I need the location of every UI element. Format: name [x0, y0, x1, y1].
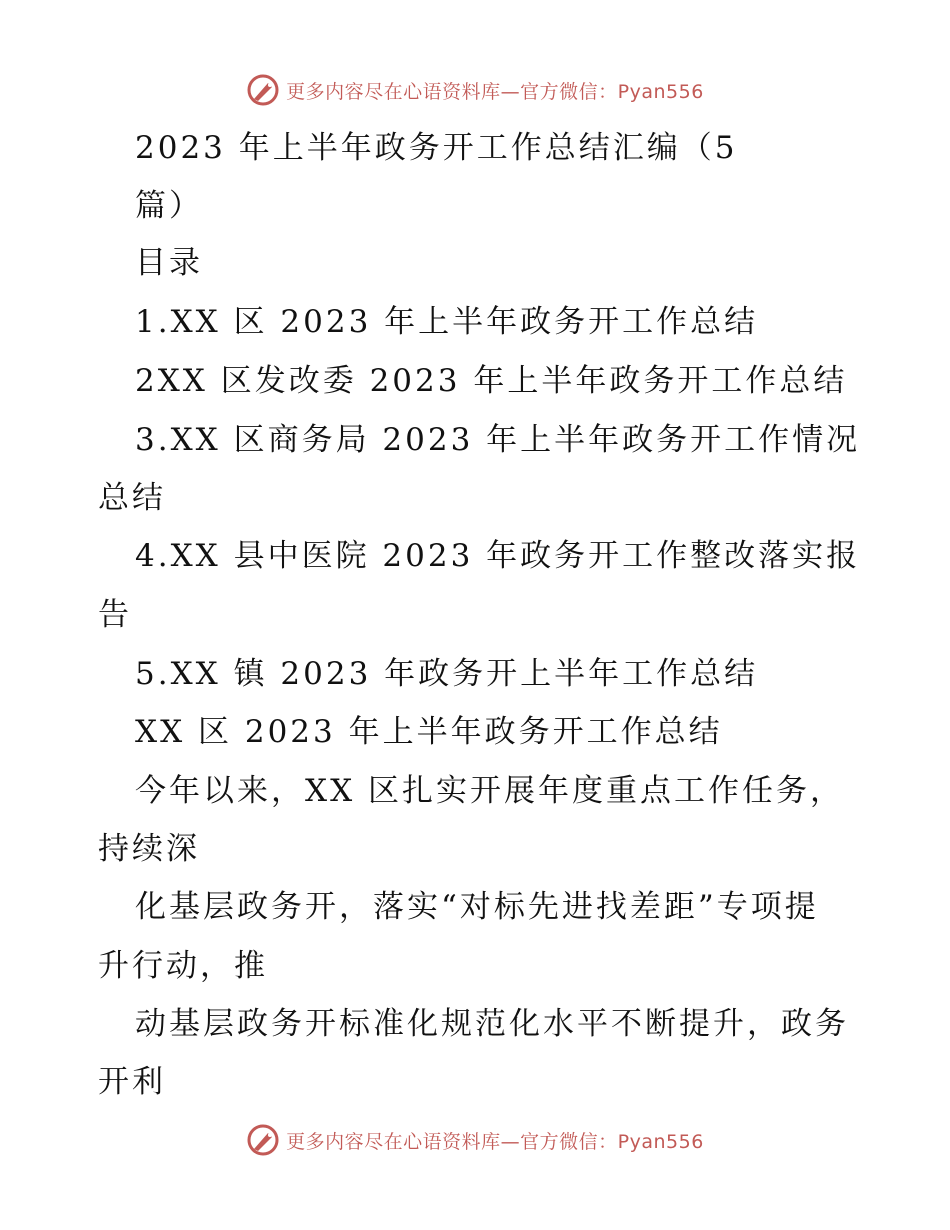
toc-item-continuation: 告	[98, 597, 132, 633]
watermark-text: 更多内容尽在心语资料库—官方微信：Pyan556	[286, 1130, 704, 1153]
toc-heading: 目录	[135, 245, 203, 281]
toc-item: 4.XX 县中医院 2023 年政务开工作整改落实报	[135, 538, 861, 574]
pen-nib-circle-icon	[246, 73, 280, 107]
document-title-line-2: 篇）	[135, 188, 203, 224]
document-title-line-1: 2023 年上半年政务开工作总结汇编（5	[135, 130, 738, 166]
toc-item-continuation: 总结	[98, 480, 166, 516]
body-paragraph-line: 持续深	[98, 831, 200, 867]
watermark-footer	[0, 1120, 950, 1160]
body-paragraph-line: 开利	[98, 1064, 166, 1100]
watermark-header	[0, 70, 950, 110]
toc-item: 1.XX 区 2023 年上半年政务开工作总结	[135, 304, 759, 340]
body-paragraph-line: 化基层政务开，落实“对标先进找差距”专项提	[135, 889, 819, 925]
toc-item: 3.XX 区商务局 2023 年上半年政务开工作情况	[135, 422, 861, 458]
pen-nib-circle-icon	[246, 1123, 280, 1157]
toc-item: 2XX 区发改委 2023 年上半年政务开工作总结	[135, 363, 848, 399]
section-title: XX 区 2023 年上半年政务开工作总结	[135, 714, 723, 750]
toc-item: 5.XX 镇 2023 年政务开上半年工作总结	[135, 656, 759, 692]
watermark-text: 更多内容尽在心语资料库—官方微信：Pyan556	[286, 80, 704, 103]
body-paragraph-line: 今年以来，XX 区扎实开展年度重点工作任务，	[135, 773, 844, 809]
body-paragraph-line: 升行动，推	[98, 948, 268, 984]
body-paragraph-line: 动基层政务开标准化规范化水平不断提升，政务	[135, 1006, 849, 1042]
